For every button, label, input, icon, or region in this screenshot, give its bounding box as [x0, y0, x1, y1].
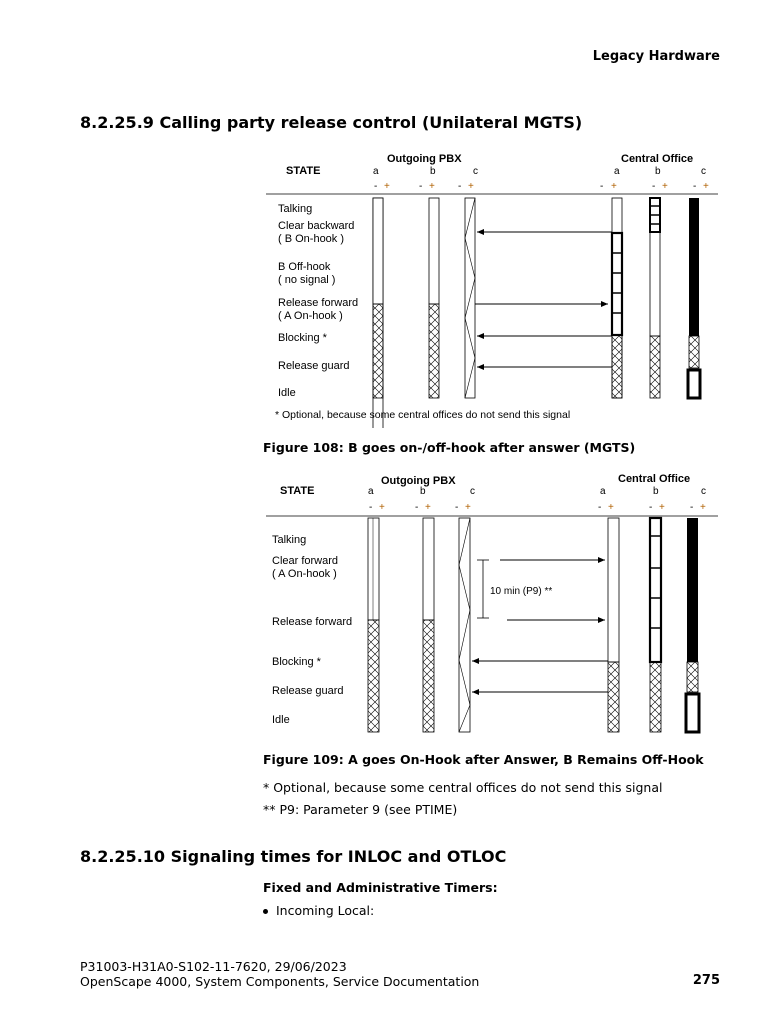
minus-sign: - — [374, 181, 378, 192]
minus-sign: - — [419, 181, 423, 192]
minus-sign: - — [458, 181, 462, 192]
co-col-a-label: a — [614, 166, 620, 177]
co-col-b-label: b — [653, 486, 659, 497]
state-label: Release guard — [272, 685, 344, 697]
minus-sign: - — [455, 502, 459, 513]
minus-sign: - — [693, 181, 697, 192]
co-col-c-label: c — [701, 166, 706, 177]
state-label: Release forward — [272, 616, 353, 628]
timer-label: 10 min (P9) ** — [490, 586, 553, 597]
state-header: STATE — [280, 485, 315, 497]
col-b-label: b — [420, 486, 426, 497]
state-label: Blocking * — [272, 656, 321, 668]
plus-sign: + — [379, 502, 385, 513]
plus-sign: + — [608, 502, 614, 513]
plus-sign: + — [703, 181, 709, 192]
figure-109-caption: Figure 109: A goes On-Hook after Answer, B Remains Off-Hook — [263, 752, 704, 767]
plus-sign: + — [429, 181, 435, 192]
state-label: Idle — [272, 714, 290, 726]
list-item — [263, 903, 374, 918]
figure-note: * Optional, because some central offices do not send this signal — [275, 409, 571, 421]
group-outgoing-pbx: Outgoing PBX — [387, 153, 462, 165]
state-label: Talking — [272, 534, 307, 546]
minus-sign: - — [598, 502, 602, 513]
group-central-office: Central Office — [621, 153, 694, 165]
state-label: ( A On-hook ) — [278, 310, 343, 322]
state-label: Clear forward — [272, 555, 339, 567]
minus-sign: - — [369, 502, 373, 513]
minus-sign: - — [690, 502, 694, 513]
footer-title: OpenScape 4000, System Components, Service Documentation — [80, 974, 480, 989]
figure-108-caption: Figure 108: B goes on-/off-hook after answer (MGTS) — [263, 440, 636, 455]
list-item-label: Incoming Local: — [276, 903, 375, 918]
plus-sign: + — [468, 181, 474, 192]
col-b-label: b — [430, 166, 436, 177]
state-label: ( A On-hook ) — [272, 568, 337, 580]
state-label: Blocking * — [278, 332, 327, 344]
state-header: STATE — [286, 165, 321, 177]
minus-sign: - — [600, 181, 604, 192]
state-label: Idle — [278, 387, 296, 399]
plus-sign: + — [611, 181, 617, 192]
co-col-b-label: b — [655, 166, 661, 177]
section-heading: 8.2.25.10 Signaling times for INLOC and OTLOC — [80, 847, 507, 866]
col-a-label: a — [373, 166, 379, 177]
footer-docid: P31003-H31A0-S102-11-7620, 29/06/2023 — [80, 959, 347, 974]
plus-sign: + — [425, 502, 431, 513]
bullet-icon — [263, 909, 268, 914]
figure-108-diagram — [263, 148, 723, 428]
minus-sign: - — [652, 181, 656, 192]
group-central-office: Central Office — [618, 473, 691, 485]
page-number: 275 — [692, 973, 720, 988]
state-label: ( no signal ) — [278, 274, 336, 286]
state-label: Clear backward — [278, 220, 355, 232]
section-heading: 8.2.25.9 Calling party release control (Unilateral MGTS) — [80, 113, 583, 132]
plus-sign: + — [662, 181, 668, 192]
col-c-label: c — [473, 166, 478, 177]
state-label: ( B On-hook ) — [278, 233, 345, 245]
col-a-label: a — [368, 486, 374, 497]
group-outgoing-pbx: Outgoing PBX — [381, 475, 456, 487]
plus-sign: + — [465, 502, 471, 513]
plus-sign: + — [659, 502, 665, 513]
plus-sign: + — [384, 181, 390, 192]
co-col-c-label: c — [701, 486, 706, 497]
state-label: B Off-hook — [278, 261, 331, 273]
footnote-p9: ** P9: Parameter 9 (see PTIME) — [263, 802, 458, 817]
state-label: Release forward — [278, 297, 359, 309]
state-label: Talking — [278, 203, 313, 215]
minus-sign: - — [415, 502, 419, 513]
plus-sign: + — [700, 502, 706, 513]
co-col-a-label: a — [600, 486, 606, 497]
running-header: Legacy Hardware — [592, 49, 720, 64]
col-c-label: c — [470, 486, 475, 497]
state-label: Release guard — [278, 360, 350, 372]
subheading: Fixed and Administrative Timers: — [263, 880, 498, 895]
minus-sign: - — [649, 502, 653, 513]
footnote-optional: * Optional, because some central offices do not send this signal — [263, 780, 663, 795]
figure-109-diagram — [263, 470, 723, 740]
